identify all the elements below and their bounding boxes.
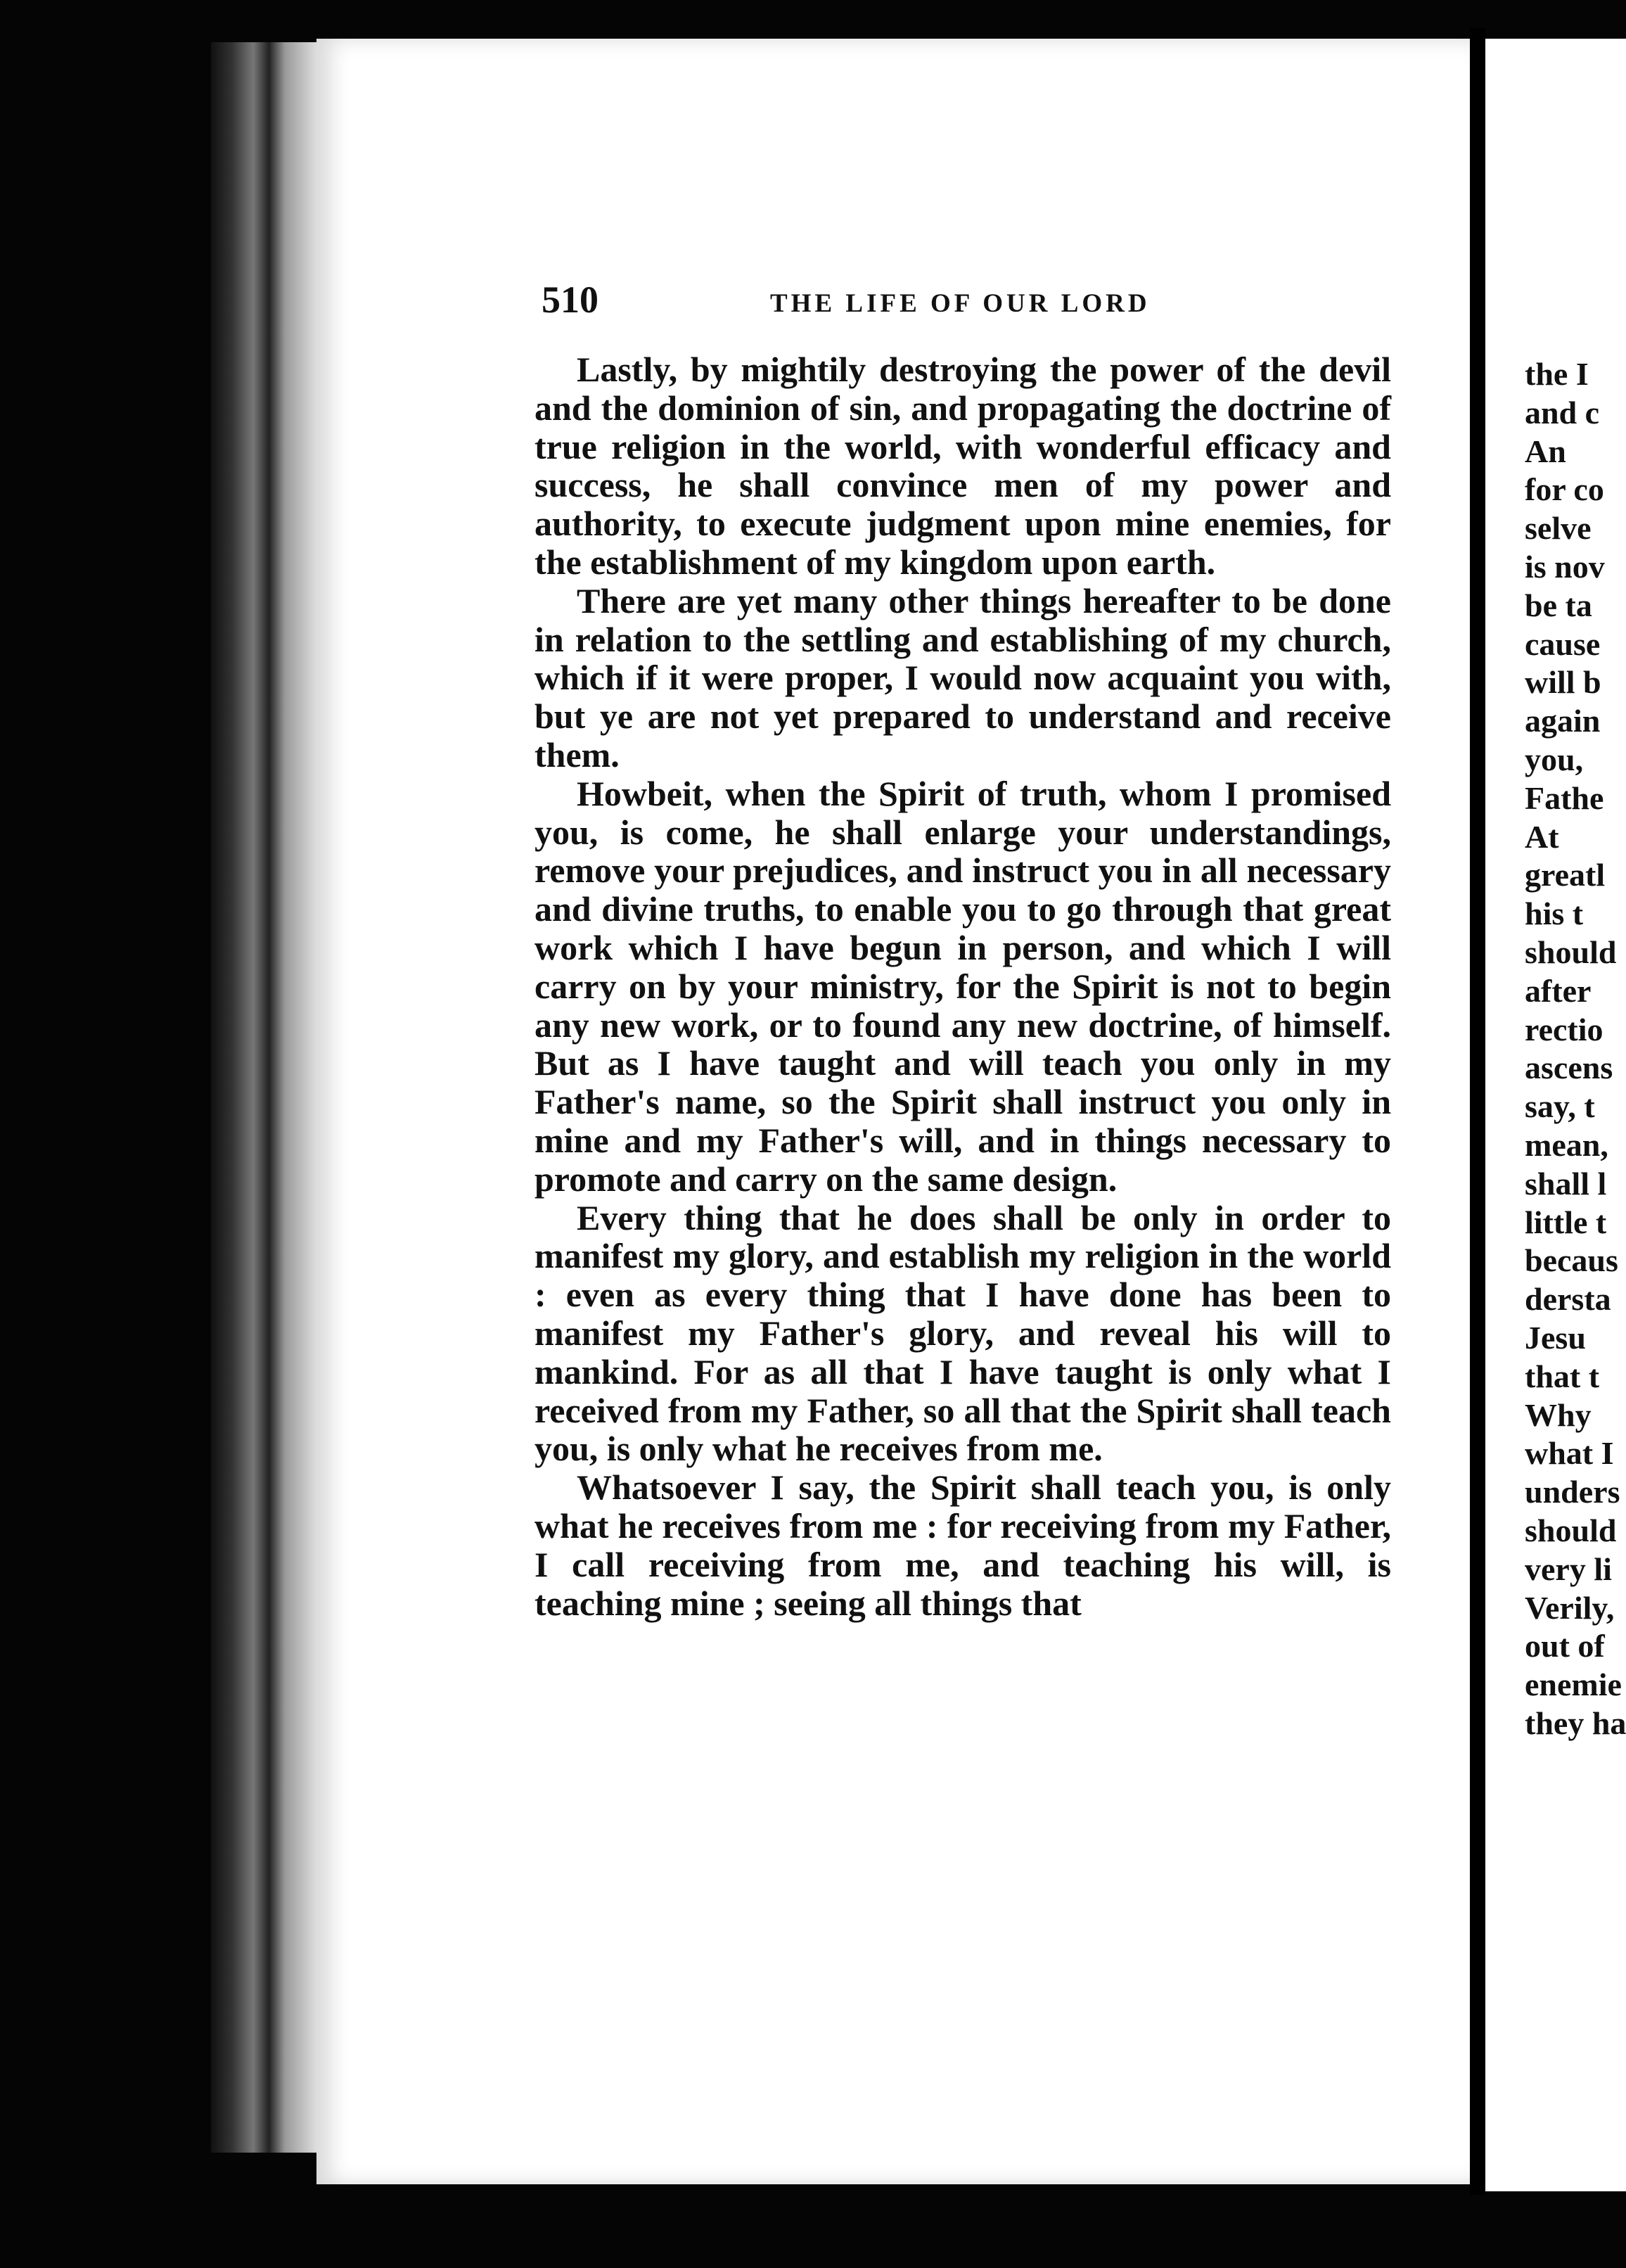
right-page-line: they ha xyxy=(1525,1705,1626,1741)
right-page-line: dersta xyxy=(1525,1281,1611,1318)
right-page-line: after xyxy=(1525,972,1592,1009)
right-page-line: you, xyxy=(1525,741,1584,777)
right-page-line: say, t xyxy=(1525,1088,1595,1125)
right-page-line: and c xyxy=(1525,394,1600,431)
right-page-line: Why xyxy=(1525,1396,1592,1433)
right-page-line: should xyxy=(1525,1512,1617,1548)
right-page-line: that t xyxy=(1525,1358,1600,1394)
right-page-line: An xyxy=(1525,433,1566,469)
paragraph: Howbeit, when the Spirit of truth, whom I promised you, is come, he shall enlarge your understandings, remove your prejudices, and instruct you in all necessary and divine truths, to enable you to go through that great work which I have begun in person, and which I will carry on by your ministry, for the Spirit is not to begin any new work, or to found any new doctrine, of himself. But as I have taught and will teach you only in my Father's name, so the Spirit shall instruct you only in mine and my Father's will, and in things necessary to promote and carry on the same design. xyxy=(534,773,1391,1199)
right-page-line: very li xyxy=(1525,1550,1612,1587)
right-page-line: out of xyxy=(1525,1628,1605,1664)
right-page-line: his t xyxy=(1525,896,1584,932)
page-number: 510 xyxy=(542,279,598,321)
right-page-line: Verily, xyxy=(1525,1589,1615,1626)
right-page-line: shall l xyxy=(1525,1165,1607,1202)
right-page-line: what I xyxy=(1525,1435,1614,1472)
right-page-line: Fathe xyxy=(1525,779,1604,816)
right-page-line: greatl xyxy=(1525,857,1606,893)
right-page-line: the I xyxy=(1525,356,1589,392)
paragraph: Whatsoever I say, the Spirit shall teach you, is only what he receives from me : for receiving from my Father, I call receiving from me, and teaching his will, is teaching mine ; seeing all things that xyxy=(534,1467,1391,1623)
right-page-line: ascens xyxy=(1525,1050,1613,1086)
right-page-line: should xyxy=(1525,934,1617,970)
right-page-line: little t xyxy=(1525,1204,1607,1240)
right-page-line: At xyxy=(1525,818,1559,855)
right-page-line: rectio xyxy=(1525,1011,1603,1047)
right-page-line: again xyxy=(1525,703,1601,739)
book-gutter xyxy=(1470,28,1485,2195)
right-page-line: enemie xyxy=(1525,1667,1622,1703)
right-page-line: cause xyxy=(1525,625,1601,662)
main-text-column xyxy=(534,350,1391,1622)
right-page-line: unders xyxy=(1525,1474,1620,1510)
right-page-line: Jesu xyxy=(1525,1319,1586,1356)
running-head: THE LIFE OF OUR LORD xyxy=(770,289,1151,318)
paragraph: Every thing that he does shall be only in order to manifest my glory, and establish my religion in the world : even as every thing that I have done has been to manifest my Father's glory, and reveal his will to mankind. For as all that I have taught is only what I received from my Father, so all that the Spirit shall teach you, is only what he receives from me. xyxy=(534,1197,1391,1469)
paragraph: Lastly, by mightily destroying the power of the devil and the dominion of sin, and propagating the doctrine of true religion in the world, with wonderful efficacy and success, he shall convince men of my power and authority, to execute judgment upon mine enemies, for the establishment of my kingdom upon earth. xyxy=(534,350,1391,582)
right-page-line: selve xyxy=(1525,510,1592,547)
page-stack-edge xyxy=(211,42,316,2153)
right-page-line: becaus xyxy=(1525,1242,1618,1279)
right-page-line: be ta xyxy=(1525,587,1592,623)
right-page-line: for co xyxy=(1525,471,1604,508)
right-page-line: is nov xyxy=(1525,548,1605,585)
right-page-line: will b xyxy=(1525,664,1601,701)
right-page-line: mean, xyxy=(1525,1126,1608,1163)
paragraph: There are yet many other things hereafter to be done in relation to the settling and establishing of my church, which if it were proper, I would now acquaint you with, but ye are not yet prepared to understand and receive them. xyxy=(534,580,1391,775)
right-page-text-fragments xyxy=(1525,355,1626,1743)
